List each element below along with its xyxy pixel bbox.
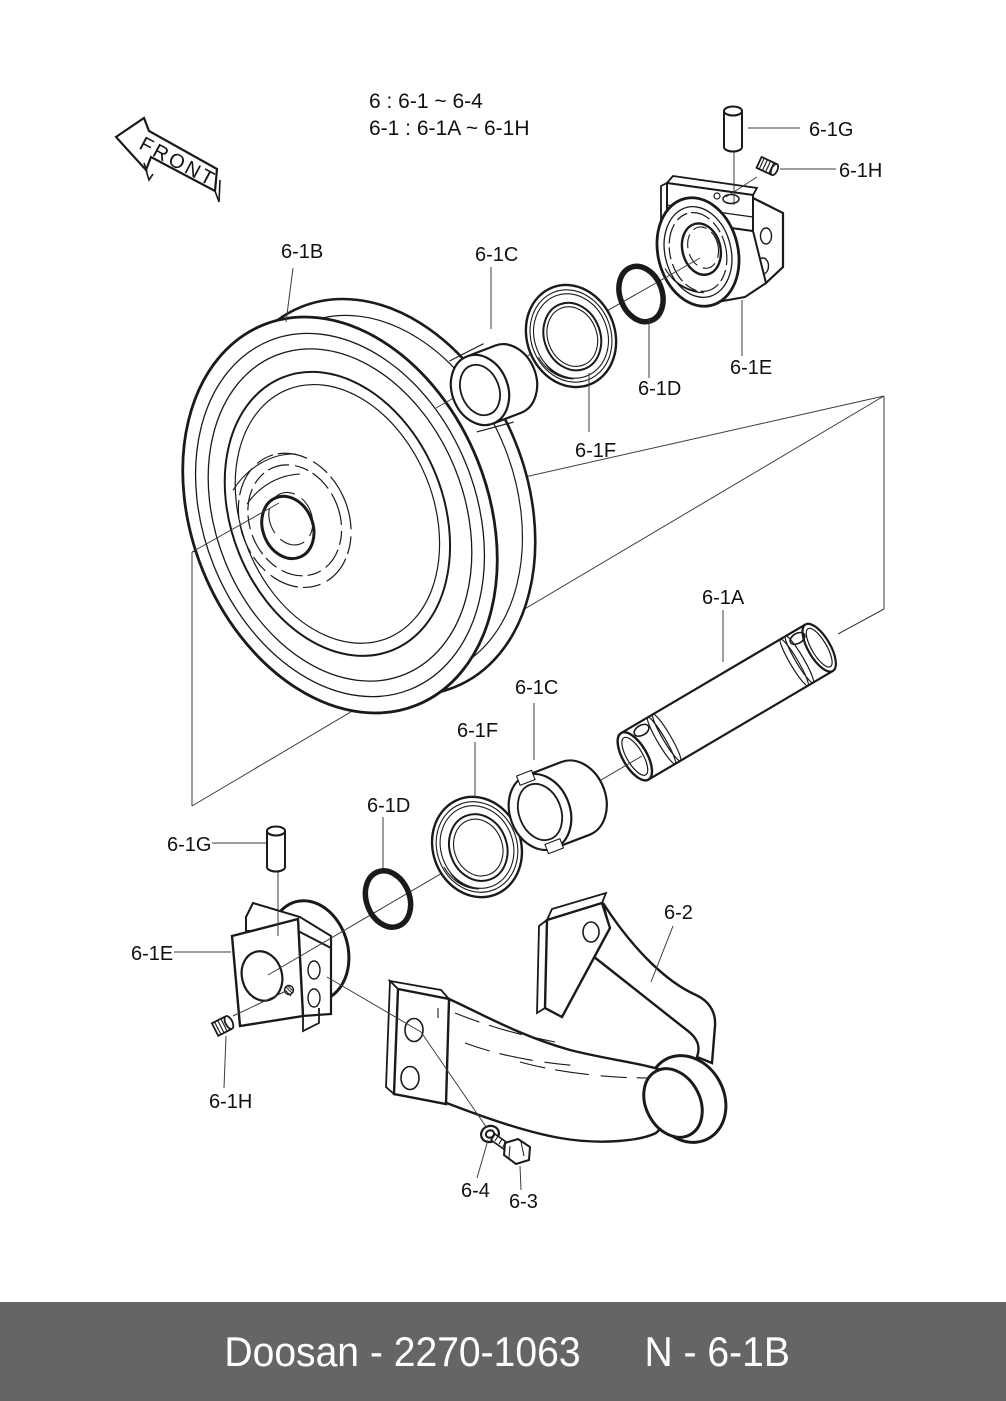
bolt bbox=[491, 1134, 530, 1164]
label-pin-low: 6-1G bbox=[167, 834, 212, 856]
set-screw-lower bbox=[212, 1015, 235, 1036]
label-plug-top: 6-1H bbox=[839, 160, 883, 182]
header-range-line2: 6-1 : 6-1A ~ 6-1H bbox=[369, 117, 530, 140]
label-oring-top: 6-1D bbox=[638, 378, 682, 400]
label-seal-top: 6-1F bbox=[575, 440, 617, 462]
plug-top bbox=[756, 157, 779, 176]
label-plug-low: 6-1H bbox=[209, 1091, 253, 1113]
header-range-line1: 6 : 6-1 ~ 6-4 bbox=[369, 90, 483, 113]
label-bushing-low: 6-1C bbox=[515, 677, 559, 699]
footer-bar bbox=[0, 1302, 1006, 1401]
label-oring-low: 6-1D bbox=[367, 795, 411, 817]
pin-top bbox=[724, 107, 742, 152]
label-washer: 6-4 bbox=[461, 1180, 490, 1202]
label-bolt: 6-3 bbox=[509, 1191, 538, 1213]
front-arrow-label: FRONT bbox=[135, 132, 221, 192]
front-direction-arrow bbox=[116, 118, 220, 202]
footer-page-ref: N - 6-1B bbox=[644, 1327, 790, 1375]
idler-bracket bbox=[386, 893, 741, 1156]
label-seal-low: 6-1F bbox=[457, 720, 499, 742]
label-wheel: 6-1B bbox=[281, 241, 324, 263]
bearing-block-exploded bbox=[232, 892, 360, 1031]
o-ring-lower bbox=[358, 864, 419, 934]
pin-lower bbox=[267, 827, 285, 872]
label-block-low: 6-1E bbox=[131, 943, 174, 965]
label-block-top: 6-1E bbox=[730, 357, 773, 379]
label-shaft: 6-1A bbox=[702, 587, 745, 609]
idler-shaft bbox=[611, 619, 843, 786]
bearing-block-assembled bbox=[646, 176, 783, 315]
label-bushing-top: 6-1C bbox=[475, 244, 519, 266]
label-pin-top: 6-1G bbox=[809, 119, 854, 141]
label-bracket: 6-2 bbox=[664, 902, 693, 924]
footer-brand-code: Doosan - 2270-1063 bbox=[224, 1327, 581, 1375]
